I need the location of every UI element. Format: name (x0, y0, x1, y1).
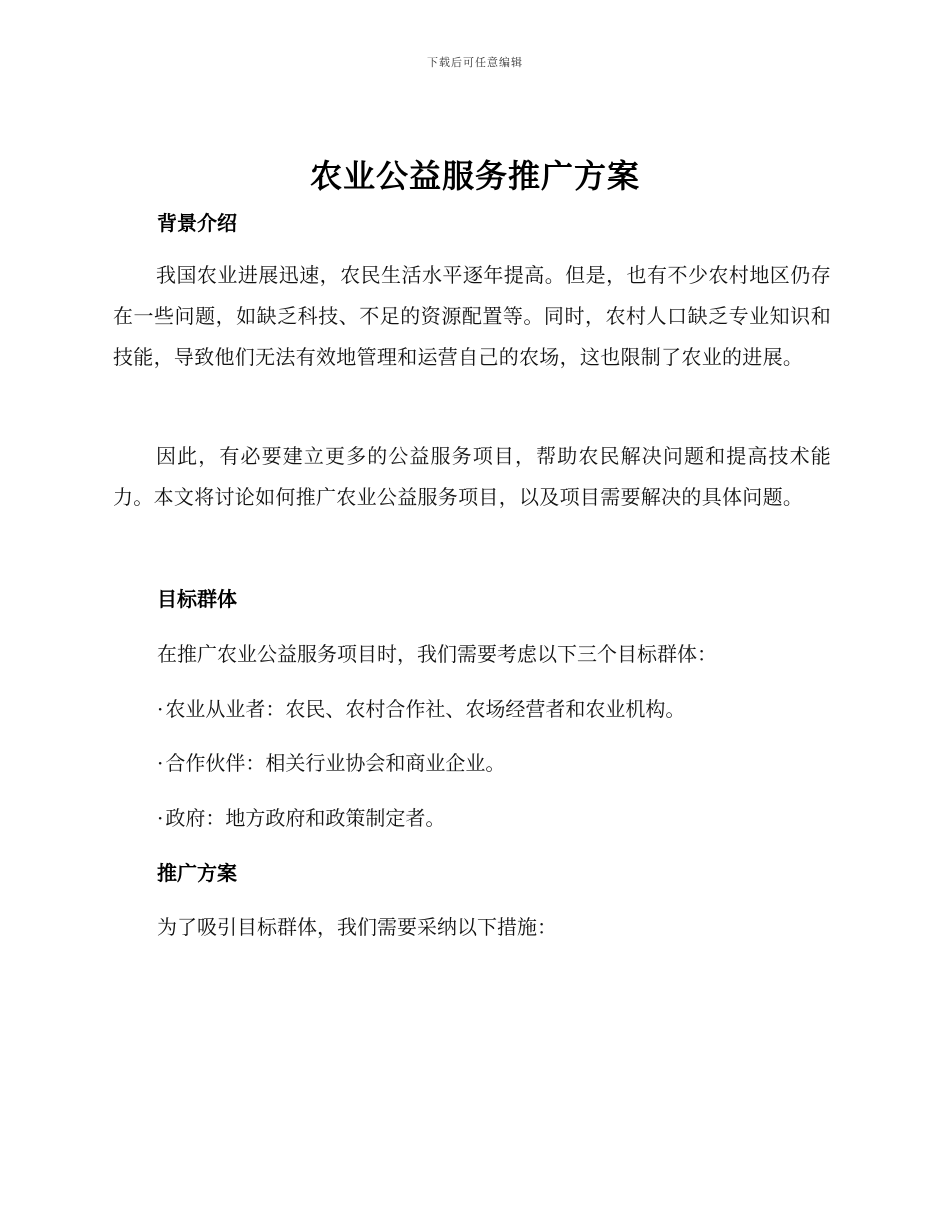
target-list-item (157, 802, 445, 831)
target-list-item (157, 747, 505, 776)
target-item-text: 农业从业者：农民、农村合作社、农场经营者和农业机构。 (165, 697, 686, 721)
target-list-item (157, 693, 685, 722)
bullet-marker: · (157, 806, 164, 830)
page-header-note: 下载后可任意编辑 (427, 56, 523, 69)
bullet-marker: · (157, 697, 164, 721)
background-paragraph-1: 我国农业进展迅速，农民生活水平逐年提高。但是，也有不少农村地区仍存在一些问题，如缺乏科技、不足的资源配置等。同时，农村人口缺乏专业知识和技能，导致他们无法有效地管理和运营自己的农场，这也限制了农业的进展。 (113, 263, 831, 369)
section-heading-background: 背景介绍 (157, 211, 237, 235)
document-title: 农业公益服务推广方案 (309, 157, 640, 195)
background-paragraph-2: 因此，有必要建立更多的公益服务项目，帮助农民解决问题和提高技术能力。本文将讨论如何推广农业公益服务项目，以及项目需要解决的具体问题。 (113, 444, 831, 509)
promotion-intro: 为了吸引目标群体，我们需要采纳以下措施： (157, 915, 557, 939)
section-heading-promotion: 推广方案 (157, 861, 237, 885)
target-item-text: 政府：地方政府和政策制定者。 (165, 806, 446, 830)
bullet-marker: · (157, 751, 164, 775)
target-item-text: 合作伙伴：相关行业协会和商业企业。 (165, 751, 506, 775)
section-heading-target: 目标群体 (157, 587, 237, 611)
target-intro: 在推广农业公益服务项目时，我们需要考虑以下三个目标群体： (157, 642, 717, 666)
